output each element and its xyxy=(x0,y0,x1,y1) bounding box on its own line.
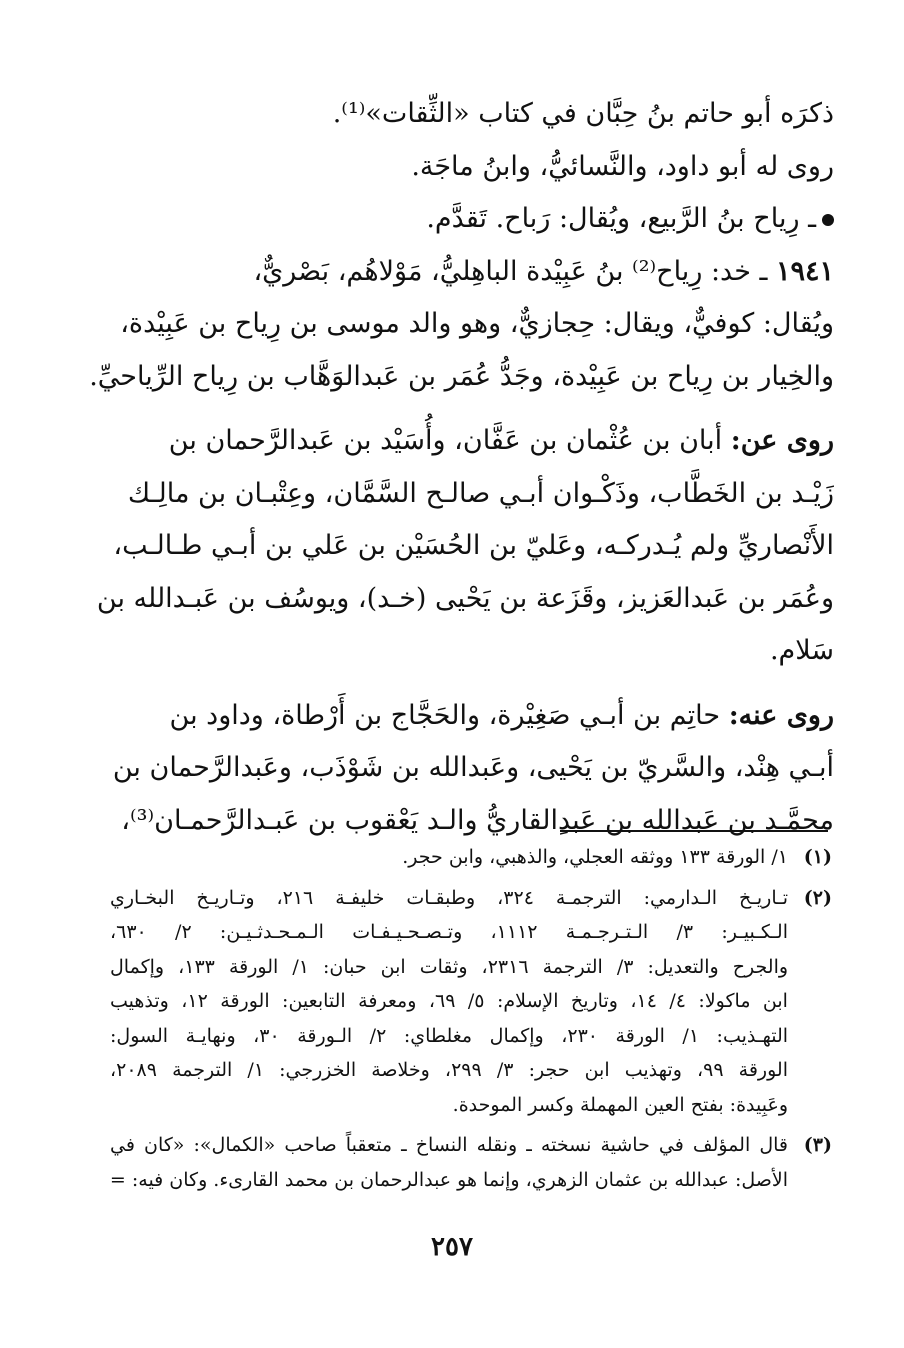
footnote-line: الأصل: عبدالله بن عثمان الزهري، وإنما هو عبدالرحمان بن محمد القارىء. وكان فيه: = xyxy=(109,1168,788,1191)
footnote-line: تـاريـخ الـدارمي: الترجمـة ٣٢٤، وطبقـات خليفـة ٢١٦، وتـاريـخ البخـاري xyxy=(110,886,788,909)
intro-line-2: روى له أبو داود، والنَّسائيُّ، وابنُ ماجَة. xyxy=(411,150,834,182)
narrated-by-line-1 xyxy=(128,690,834,743)
footnote-line: التهـذيب: ١/ الورقة ٢٣٠، وإكمال مغلطاي: ٢/ الـورقة ٣٠، ونهايـة السول: xyxy=(110,1024,789,1047)
footnote-line: والجرح والتعديل: ٣/ الترجمة ٢٣١٦، وثقات ابن حبان: ١/ الورقة ١٣٣، وإكمال xyxy=(110,955,789,978)
entry-line-3: والخِيار بن رِياح بن عَبِيْدة، وجَدُّ عُمَر بن عَبدالوَهَّاب بن رِياح الرِّياحيِّ. xyxy=(89,360,834,392)
narrated-by-line-3: محمَّـد بن عَبدالله بن عَبدِالقاريُّ والـد يَعْقوب بن عَبـدالرَّحمـان⁽³⁾، xyxy=(121,804,834,836)
footnote-1 xyxy=(110,840,832,875)
entry-number: ١٩٤١ xyxy=(775,255,834,287)
entry-heading-text: ـ خد: رِياح⁽²⁾ بنُ عَبِيْدة الباهِليُّ، مَوْلاهُم، بَصْريٌّ، xyxy=(253,255,768,287)
main-text xyxy=(89,88,834,847)
narrated-from-line-1 xyxy=(128,415,834,468)
narrated-from-line-5: سَلام. xyxy=(769,635,834,666)
footnote-3 xyxy=(110,1128,832,1197)
footnote-line: الورقة ٩٩، وتهذيب ابن حجر: ٣/ ٢٩٩، وخلاصة الخزرجي: ١/ الترجمة ٢٠٨٩، xyxy=(110,1059,788,1081)
footnote-line: ابن ماكولا: ٤/ ١٤، وتاريخ الإسلام: ٥/ ٦٩، ومعرفة التابعين: الورقة ١٢، وتذهيب xyxy=(110,990,788,1012)
narrated-from-line-2: زَيْـد بن الخَطَّاب، وذَكْـوان أبـي صالـح السَّمَّان، وعِتْبـان بن مالِـك xyxy=(127,477,834,509)
bullet-text: ـ رِياح بنُ الرَّبيع، ويُقال: رَباح. تَقدَّم. xyxy=(426,203,816,234)
entry-line-1 xyxy=(128,246,834,299)
intro-line-1: ذكرَه أبو حاتم بنُ حِبَّان في كتاب «الثِّقات»⁽¹⁾. xyxy=(332,98,834,129)
bullet-line xyxy=(128,193,834,246)
narrated-by-label: روى عنه: xyxy=(728,699,834,731)
narrated-by-text-1: حاتِم بن أبـي صَغِيْرة، والحَجَّاج بن أَرْطاة، وداود بن xyxy=(169,699,721,731)
footnote-2 xyxy=(110,881,832,1123)
narrated-from-label: روى عن: xyxy=(730,425,834,456)
narrated-from-text-1: أبان بن عُثْمان بن عَفَّان، وأُسَيْد بن عَبدالرَّحمان بن xyxy=(168,425,723,456)
page-number: ٢٥٧ xyxy=(431,1232,473,1262)
narrated-by-line-2: أبـي هِنْد، والسَّريّ بن يَحْيى، وعَبدالله بن شَوْذَب، وعَبدالرَّحمان بن xyxy=(112,752,834,783)
footnote-number: (٣) xyxy=(803,1134,832,1156)
bullet-icon xyxy=(822,214,834,226)
narrated-from-line-4: وعُمَر بن عَبدالعَزيز، وقَزَعة بن يَحْيى (خـد)، ويوسُف بن عَبـدالله بن xyxy=(96,582,834,614)
footnote-line: ١/ الورقة ١٣٣ ووثقه العجلي، والذهبي، وابن حجر. xyxy=(402,846,788,868)
footnote-number: (٢) xyxy=(803,886,832,909)
narrated-from-line-3: الأَنْصاريِّ ولم يُـدركـه، وعَليّ بن الحُسَيْن بن عَلي بن أبـي طـالـب، xyxy=(113,530,834,561)
footnote-line: الـكـبيـر: ٣/ الـتـرجـمـة ١١١٢، وتـصـحـيـفـات الـمـحـدثـيـن: ٢/ ٦٣٠، xyxy=(110,921,788,943)
footnote-divider xyxy=(560,830,828,832)
footnote-line: قال المؤلف في حاشية نسخته ـ ونقله النساخ ـ متعقباً صاحب «الكمال»: «كان في xyxy=(110,1134,788,1156)
footnotes xyxy=(110,840,832,1203)
footnote-number: (١) xyxy=(803,846,832,868)
entry-line-2: ويُقال: كوفيٌّ، ويقال: حِجازيٌّ، وهو والد موسى بن رِياح بن عَبِيْدة، xyxy=(120,308,834,339)
footnote-line: وعَبِيدة: بفتح العين المهملة وكسر الموحدة. xyxy=(452,1093,788,1116)
